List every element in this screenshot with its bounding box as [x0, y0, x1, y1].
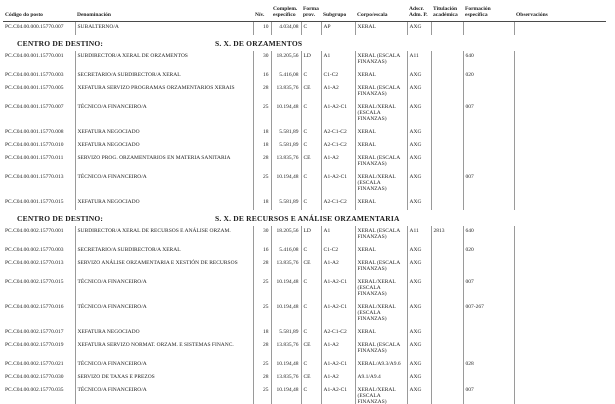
cell-titulacion: [431, 70, 463, 83]
cell-titulacion: [431, 327, 463, 340]
cell-formacion: [463, 22, 514, 36]
cell-observacions: [514, 302, 606, 327]
cell-codigo: PC.C04.00.001.15770.005: [5, 85, 64, 91]
cell-complem: 13.835,76: [271, 340, 301, 359]
cell-corpo: XERAL/XERAL (ESCALA FINANZAS): [355, 172, 407, 197]
cell-observacions: [514, 372, 606, 385]
cell-formacion: [463, 372, 514, 385]
cell-denominacion: SECRETARIO/A SUBDIRECTOR/A XERAL: [75, 245, 253, 258]
cell-adscr: AXG: [407, 359, 431, 372]
cell-niv: 28: [253, 258, 271, 277]
cell-complem: 5.581,89: [271, 127, 301, 140]
cell-titulacion: [431, 340, 463, 359]
cell-niv: 28: [253, 372, 271, 385]
cell-complem: 18.205,56: [271, 226, 301, 245]
cell-codigo: PC.C04.00.002.15770.017: [5, 329, 64, 335]
cell-titulacion: [431, 302, 463, 327]
cell-formacion: [463, 140, 514, 153]
cell-subgrupo: A1: [321, 226, 355, 245]
cell-observacions: [514, 277, 606, 302]
cell-adscr: AXG: [407, 258, 431, 277]
cell-denominacion: SERVIZO DE TAXAS E PREZOS: [75, 372, 253, 385]
cell-forma: C: [301, 102, 321, 127]
cell-adscr: A11: [407, 226, 431, 245]
cell-niv: 25: [253, 359, 271, 372]
cell-corpo: XERAL/XERAL (ESCALA FINANZAS): [355, 302, 407, 327]
cell-complem: 13.835,76: [271, 372, 301, 385]
cell-forma: CE: [301, 340, 321, 359]
cell-forma: CE: [301, 153, 321, 172]
cell-codigo: PC.C04.00.000.15770.007: [5, 24, 64, 30]
cell-denominacion: XEFATURA SERVIZO NORMAT. ORZAM. E SISTEMAS FINANC.: [75, 340, 253, 359]
cell-titulacion: [431, 372, 463, 385]
cell-complem: 5.581,89: [271, 140, 301, 153]
cell-observacions: [514, 70, 606, 83]
cell-formacion: 640: [463, 51, 514, 70]
cell-formacion: 007: [463, 277, 514, 302]
cell-subgrupo: A1-A2: [321, 340, 355, 359]
cell-complem: 10.194,48: [271, 359, 301, 372]
cell-formacion: [463, 340, 514, 359]
positions-table: [3, 6, 606, 404]
cell-niv: 10: [253, 22, 271, 36]
cell-niv: 25: [253, 102, 271, 127]
table-row: [3, 127, 606, 140]
cell-niv: 18: [253, 127, 271, 140]
cell-complem: 5.416,08: [271, 245, 301, 258]
cell-niv: 25: [253, 385, 271, 404]
cell-adscr: AXG: [407, 372, 431, 385]
cell-subgrupo: A1-A2: [321, 372, 355, 385]
cell-observacions: [514, 127, 606, 140]
table-row: [3, 258, 606, 277]
table-row: [3, 226, 606, 245]
cell-denominacion: XEFATURA NEGOCIADO: [75, 140, 253, 153]
cell-denominacion: TÉCNICO/A FINANCEIRO/A: [75, 277, 253, 302]
cell-titulacion: [431, 127, 463, 140]
column-header-line: académica: [433, 12, 458, 18]
cell-formacion: [463, 258, 514, 277]
cell-codigo: PC.C04.00.001.15770.015: [5, 199, 64, 205]
cell-formacion: 020: [463, 245, 514, 258]
centro-name: S. X. DE RECURSOS E ANÁLISE ORZAMENTARIA: [215, 214, 400, 223]
cell-adscr: AXG: [407, 172, 431, 197]
cell-denominacion: SERVIZO ANÁLISE ORZAMENTARIA E XESTIÓN DE RECURSOS: [75, 258, 253, 277]
cell-forma: C: [301, 22, 321, 36]
cell-adscr: AXG: [407, 277, 431, 302]
cell-codigo: PC.C04.00.002.15770.035: [5, 387, 64, 393]
cell-forma: CE: [301, 372, 321, 385]
table-row: [3, 140, 606, 153]
cell-formacion: 007: [463, 102, 514, 127]
cell-adscr: AXG: [407, 340, 431, 359]
cell-titulacion: [431, 277, 463, 302]
cell-subgrupo: A2-C1-C2: [321, 197, 355, 210]
cell-subgrupo: A1-A2-C1: [321, 359, 355, 372]
column-header-line: Adm. P.: [409, 12, 428, 18]
cell-adscr: AXG: [407, 197, 431, 210]
cell-adscr: A11: [407, 51, 431, 70]
cell-codigo: PC.C04.00.002.15770.013: [5, 260, 64, 266]
column-header-line: específico: [273, 12, 296, 18]
cell-niv: 16: [253, 245, 271, 258]
cell-formacion: 028: [463, 359, 514, 372]
cell-adscr: AXG: [407, 83, 431, 102]
cell-codigo: PC.C04.00.002.15770.021: [5, 361, 64, 367]
cell-codigo: PC.C04.00.001.15770.001: [5, 53, 64, 59]
centro-name: S. X. DE ORZAMENTOS: [215, 39, 303, 48]
cell-corpo: XERAL: [355, 197, 407, 210]
cell-adscr: AXG: [407, 127, 431, 140]
cell-forma: C: [301, 70, 321, 83]
cell-forma: LD: [301, 226, 321, 245]
cell-forma: C: [301, 245, 321, 258]
cell-adscr: AXG: [407, 302, 431, 327]
cell-observacions: [514, 245, 606, 258]
cell-complem: 10.194,48: [271, 302, 301, 327]
cell-niv: 30: [253, 51, 271, 70]
cell-titulacion: [431, 359, 463, 372]
cell-observacions: [514, 83, 606, 102]
cell-observacions: [514, 197, 606, 210]
cell-subgrupo: A1-A2-C1: [321, 385, 355, 404]
cell-formacion: [463, 83, 514, 102]
centro-label: CENTRO DE DESTINO:: [17, 39, 104, 48]
cell-subgrupo: A2-C1-C2: [321, 127, 355, 140]
cell-observacions: [514, 327, 606, 340]
cell-niv: 28: [253, 83, 271, 102]
cell-observacions: [514, 359, 606, 372]
cell-complem: 10.194,48: [271, 385, 301, 404]
cell-observacions: [514, 102, 606, 127]
cell-complem: 13.835,76: [271, 153, 301, 172]
cell-titulacion: [431, 51, 463, 70]
table-row: [3, 277, 606, 302]
column-header-line: específica: [465, 12, 488, 18]
column-header-corpo: [355, 6, 407, 22]
cell-formacion: [463, 197, 514, 210]
table-row: [3, 359, 606, 372]
cell-corpo: XERAL (ESCALA FINANZAS): [355, 340, 407, 359]
cell-forma: C: [301, 127, 321, 140]
cell-complem: 18.205,56: [271, 51, 301, 70]
cell-formacion: 007-267: [463, 302, 514, 327]
table-row: [3, 22, 606, 36]
cell-complem: 4.034,08: [271, 22, 301, 36]
cell-denominacion: XEFATURA NEGOCIADO: [75, 327, 253, 340]
cell-formacion: 007: [463, 172, 514, 197]
table-body: [3, 22, 606, 404]
cell-corpo: XERAL: [355, 70, 407, 83]
cell-corpo: XERAL (ESCALA FINANZAS): [355, 83, 407, 102]
cell-denominacion: XEFATURA NEGOCIADO: [75, 197, 253, 210]
table-row: [3, 372, 606, 385]
table-row: [3, 327, 606, 340]
cell-corpo: XERAL/XERAL (ESCALA FINANZAS): [355, 277, 407, 302]
cell-titulacion: [431, 83, 463, 102]
table-row: [3, 385, 606, 404]
cell-denominacion: TÉCNICO/A FINANCEIRO/A: [75, 172, 253, 197]
column-header-line: Observacións: [516, 12, 548, 18]
cell-codigo: PC.C04.00.001.15770.010: [5, 142, 64, 148]
cell-complem: 10.194,48: [271, 172, 301, 197]
table-header: [3, 6, 606, 22]
cell-formacion: 020: [463, 70, 514, 83]
cell-denominacion: SUBALTERNO/A: [75, 22, 253, 36]
cell-formacion: 007: [463, 385, 514, 404]
centro-heading-cell: [3, 210, 606, 226]
cell-titulacion: [431, 172, 463, 197]
cell-codigo: PC.C04.00.002.15770.030: [5, 374, 64, 380]
cell-corpo: XERAL/A9.3/A9.6: [355, 359, 407, 372]
cell-forma: C: [301, 359, 321, 372]
cell-subgrupo: A2-C1-C2: [321, 327, 355, 340]
cell-complem: 13.835,76: [271, 258, 301, 277]
cell-corpo: A9.1/A9.4: [355, 372, 407, 385]
cell-subgrupo: A1-A2-C1: [321, 302, 355, 327]
cell-codigo: PC.C04.00.002.15770.015: [5, 279, 64, 285]
column-header-subgrupo: [321, 6, 355, 22]
cell-complem: 5.581,89: [271, 327, 301, 340]
cell-denominacion: TÉCNICO/A FINANCEIRO/A: [75, 102, 253, 127]
cell-subgrupo: A1: [321, 51, 355, 70]
cell-adscr: AXG: [407, 153, 431, 172]
cell-corpo: XERAL (ESCALA FINANZAS): [355, 258, 407, 277]
cell-titulacion: [431, 153, 463, 172]
cell-niv: 18: [253, 197, 271, 210]
column-header-line: Código do posto: [5, 12, 43, 18]
table-row: [3, 153, 606, 172]
cell-corpo: XERAL: [355, 127, 407, 140]
column-header-line: Nív.: [255, 12, 265, 18]
centro-label: CENTRO DE DESTINO:: [17, 214, 104, 223]
cell-complem: 10.194,48: [271, 102, 301, 127]
cell-corpo: XERAL/XERAL (ESCALA FINANZAS): [355, 385, 407, 404]
cell-corpo: XERAL (ESCALA FINANZAS): [355, 226, 407, 245]
cell-adscr: AXG: [407, 140, 431, 153]
cell-corpo: XERAL/XERAL (ESCALA FINANZAS): [355, 102, 407, 127]
cell-corpo: XERAL: [355, 140, 407, 153]
cell-codigo: PC.C04.00.001.15770.007: [5, 104, 64, 110]
column-header-titulacion: [431, 6, 463, 22]
cell-observacions: [514, 226, 606, 245]
cell-corpo: XERAL: [355, 327, 407, 340]
cell-codigo: PC.C04.00.002.15770.016: [5, 304, 64, 310]
cell-corpo: XERAL (ESCALA FINANZAS): [355, 51, 407, 70]
cell-codigo: PC.C04.00.001.15770.011: [5, 155, 64, 161]
cell-observacions: [514, 340, 606, 359]
table-row: [3, 83, 606, 102]
cell-codigo: PC.C04.00.001.15770.008: [5, 129, 64, 135]
cell-complem: 10.194,48: [271, 277, 301, 302]
cell-codigo: PC.C04.00.001.15770.003: [5, 72, 64, 78]
cell-complem: 5.416,08: [271, 70, 301, 83]
cell-adscr: AXG: [407, 327, 431, 340]
cell-subgrupo: A1-A2: [321, 83, 355, 102]
cell-niv: 30: [253, 226, 271, 245]
cell-subgrupo: C1-C2: [321, 70, 355, 83]
column-header-niv: [253, 6, 271, 22]
cell-forma: C: [301, 302, 321, 327]
cell-codigo: PC.C04.00.002.15770.001: [5, 228, 64, 234]
cell-denominacion: SUBDIRECTOR/A XERAL DE ORZAMENTOS: [75, 51, 253, 70]
cell-denominacion: SECRETARIO/A SUBDIRECTOR/A XERAL: [75, 70, 253, 83]
column-header-line: prov.: [303, 12, 315, 18]
cell-corpo: XERAL: [355, 245, 407, 258]
cell-subgrupo: A1-A2-C1: [321, 277, 355, 302]
cell-codigo: PC.C04.00.002.15770.019: [5, 342, 64, 348]
cell-subgrupo: AP: [321, 22, 355, 36]
cell-forma: C: [301, 140, 321, 153]
cell-titulacion: [431, 258, 463, 277]
cell-subgrupo: A2-C1-C2: [321, 140, 355, 153]
table-row: [3, 302, 606, 327]
cell-niv: 25: [253, 277, 271, 302]
cell-formacion: [463, 327, 514, 340]
column-header-line: Denominación: [77, 12, 111, 18]
cell-subgrupo: A1-A2: [321, 258, 355, 277]
cell-niv: 18: [253, 327, 271, 340]
cell-denominacion: XEFATURA NEGOCIADO: [75, 127, 253, 140]
cell-niv: 28: [253, 153, 271, 172]
cell-titulacion: [431, 245, 463, 258]
cell-niv: 18: [253, 140, 271, 153]
table-row: [3, 172, 606, 197]
cell-complem: 5.581,89: [271, 197, 301, 210]
cell-denominacion: TÉCNICO/A FINANCEIRO/A: [75, 359, 253, 372]
cell-denominacion: SERVIZO PROG. ORZAMENTARIOS EN MATERIA SANITARIA: [75, 153, 253, 172]
cell-titulacion: 2813: [431, 226, 463, 245]
column-header-observacions: [514, 6, 606, 22]
cell-denominacion: TÉCNICO/A FINANCEIRO/A: [75, 302, 253, 327]
cell-denominacion: TÉCNICO/A FINANCEIRO/A: [75, 385, 253, 404]
cell-niv: 16: [253, 70, 271, 83]
cell-observacions: [514, 258, 606, 277]
centro-heading-cell: [3, 35, 606, 51]
cell-formacion: [463, 153, 514, 172]
table-row: [3, 245, 606, 258]
cell-adscr: AXG: [407, 245, 431, 258]
table-row: [3, 102, 606, 127]
column-header-line: Corpo/escala: [357, 12, 388, 18]
column-header-adscr: [407, 6, 431, 22]
cell-observacions: [514, 172, 606, 197]
column-header-line: Subgrupo: [323, 12, 347, 18]
cell-forma: C: [301, 172, 321, 197]
cell-adscr: AXG: [407, 22, 431, 36]
cell-corpo: XERAL (ESCALA FINANZAS): [355, 153, 407, 172]
centro-heading-row: [3, 210, 606, 226]
column-header-denominacion: [75, 6, 253, 22]
table-row: [3, 51, 606, 70]
column-header-complem: [271, 6, 301, 22]
column-header-forma: [301, 6, 321, 22]
cell-forma: C: [301, 277, 321, 302]
cell-codigo: PC.C04.00.001.15770.013: [5, 174, 64, 180]
cell-subgrupo: C1-C2: [321, 245, 355, 258]
header-row: [3, 6, 606, 22]
cell-subgrupo: A1-A2-C1: [321, 172, 355, 197]
cell-denominacion: SUBDIRECTOR/A XERAL DE RECURSOS E ANÁLISE ORZAM.: [75, 226, 253, 245]
cell-codigo: PC.C04.00.002.15770.003: [5, 247, 64, 253]
cell-niv: 28: [253, 340, 271, 359]
cell-forma: CE: [301, 258, 321, 277]
cell-observacions: [514, 140, 606, 153]
cell-subgrupo: A1-A2: [321, 153, 355, 172]
cell-forma: LD: [301, 51, 321, 70]
cell-formacion: 640: [463, 226, 514, 245]
cell-niv: 25: [253, 302, 271, 327]
cell-adscr: AXG: [407, 102, 431, 127]
cell-forma: CE: [301, 83, 321, 102]
cell-titulacion: [431, 197, 463, 210]
column-header-formacion: [463, 6, 514, 22]
cell-forma: C: [301, 385, 321, 404]
table-row: [3, 70, 606, 83]
cell-corpo: XERAL: [355, 22, 407, 36]
cell-observacions: [514, 153, 606, 172]
cell-adscr: AXG: [407, 70, 431, 83]
column-header-line: Adscr.: [409, 6, 424, 12]
cell-formacion: [463, 127, 514, 140]
column-header-codigo: [3, 6, 75, 22]
cell-titulacion: [431, 102, 463, 127]
centro-heading-row: [3, 35, 606, 51]
cell-titulacion: [431, 22, 463, 36]
cell-titulacion: [431, 140, 463, 153]
cell-adscr: AXG: [407, 385, 431, 404]
cell-forma: C: [301, 197, 321, 210]
cell-titulacion: [431, 385, 463, 404]
column-header-line: Complem.: [273, 6, 298, 12]
table-row: [3, 340, 606, 359]
column-header-line: Titulación: [433, 6, 458, 12]
table-row: [3, 197, 606, 210]
cell-observacions: [514, 51, 606, 70]
cell-observacions: [514, 385, 606, 404]
column-header-line: Formación: [465, 6, 491, 12]
cell-denominacion: XEFATURA SERVIZO PROGRAMAS ORZAMENTARIOS XERAIS: [75, 83, 253, 102]
cell-forma: C: [301, 327, 321, 340]
cell-subgrupo: A1-A2-C1: [321, 102, 355, 127]
cell-complem: 13.835,76: [271, 83, 301, 102]
column-header-line: Forma: [303, 6, 319, 12]
cell-niv: 25: [253, 172, 271, 197]
cell-observacions: [514, 22, 606, 36]
